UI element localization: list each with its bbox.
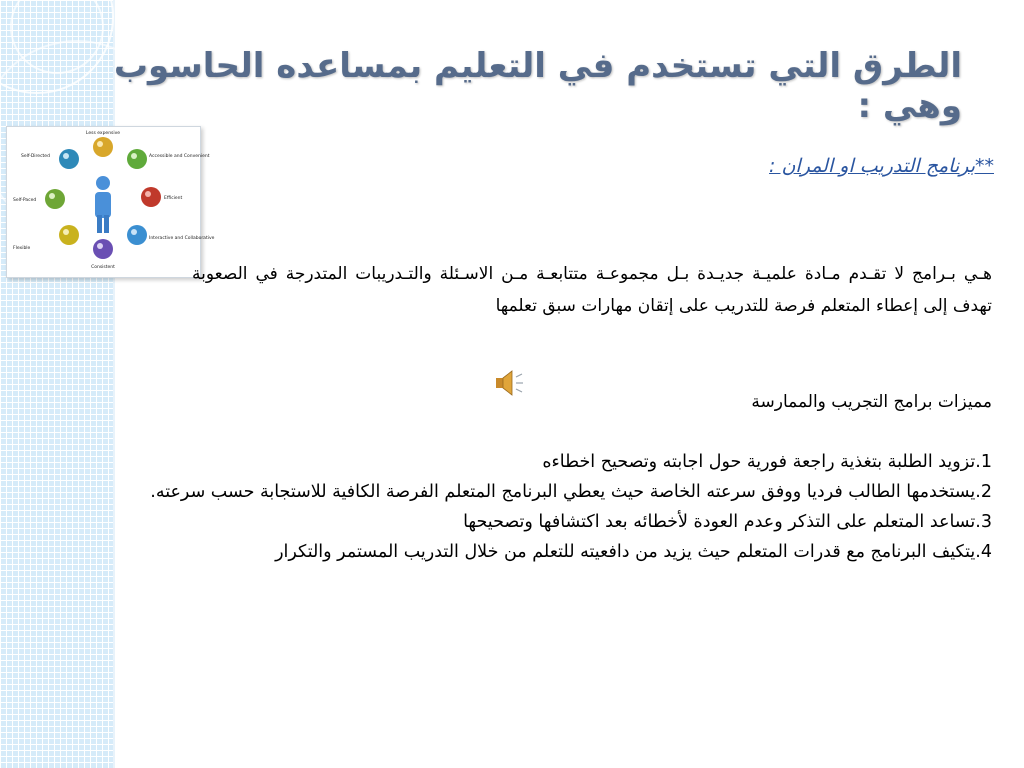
orb-bottom-left-icon — [59, 225, 79, 245]
orb-top-icon — [93, 137, 113, 157]
diagram-label-bottom-left: Flexible — [13, 246, 31, 251]
diagram-label-bottom-right: Interactive and Collaborative — [149, 236, 215, 241]
diagram-label-left: Self-Paced — [13, 198, 37, 203]
orb-top-right-icon — [127, 149, 147, 169]
orb-top-left-icon — [59, 149, 79, 169]
features-heading: مميزات برامج التجريب والممارسة — [751, 392, 992, 412]
orb-left-icon — [45, 189, 65, 209]
section-subheading: **برنامج التدريب او المران : — [769, 155, 994, 177]
diagram-label-bottom: Consistent — [91, 265, 115, 270]
diagram-label-top: Less expensive — [85, 131, 121, 136]
person-icon — [95, 176, 111, 233]
list-item: 1.تزويد الطلبة بتغذية راجعة فورية حول اجابته وتصحيح اخطاءه — [542, 452, 992, 472]
elearning-benefits-diagram — [6, 126, 215, 278]
list-item: 4.يتكيف البرنامج مع قدرات المتعلم حيث يزيد من دافعيته للتعلم من خلال التدريب المستمر والتكرار — [275, 542, 992, 562]
orb-bottom-right-icon — [127, 225, 147, 245]
definition-paragraph: هـي بـرامج لا تقـدم مـادة علميـة جديـدة بـل مجموعـة متتابعـة مـن الاسـئلة والتـدريبات المتدرجة في الصعوبة تهدف إلى إعطاء المتعلم فرصة للتدريب على إتقان مهارات سبق تعلمها — [192, 264, 992, 316]
diagram-label-top-left: Self-Directed — [21, 154, 50, 159]
diagram-label-right: Efficient — [164, 196, 183, 201]
list-item: 3.تساعد المتعلم على التذكر وعدم العودة لأخطائه بعد اكتشافها وتصحيحها — [463, 512, 992, 532]
orb-right-icon — [141, 187, 161, 207]
diagram-label-top-right: Accessible and Convenient — [149, 154, 210, 159]
orb-bottom-icon — [93, 239, 113, 259]
slide-title: الطرق التي تستخدم في التعليم بمساعده الحاسوب وهي : — [113, 46, 962, 126]
speaker-icon[interactable] — [493, 366, 527, 400]
list-item: 2.يستخدمها الطالب فرديا ووفق سرعته الخاصة حيث يعطي البرنامج المتعلم الفرصة الكافية للاستجابة حسب سرعته. — [150, 482, 992, 502]
features-list — [17, 447, 992, 567]
